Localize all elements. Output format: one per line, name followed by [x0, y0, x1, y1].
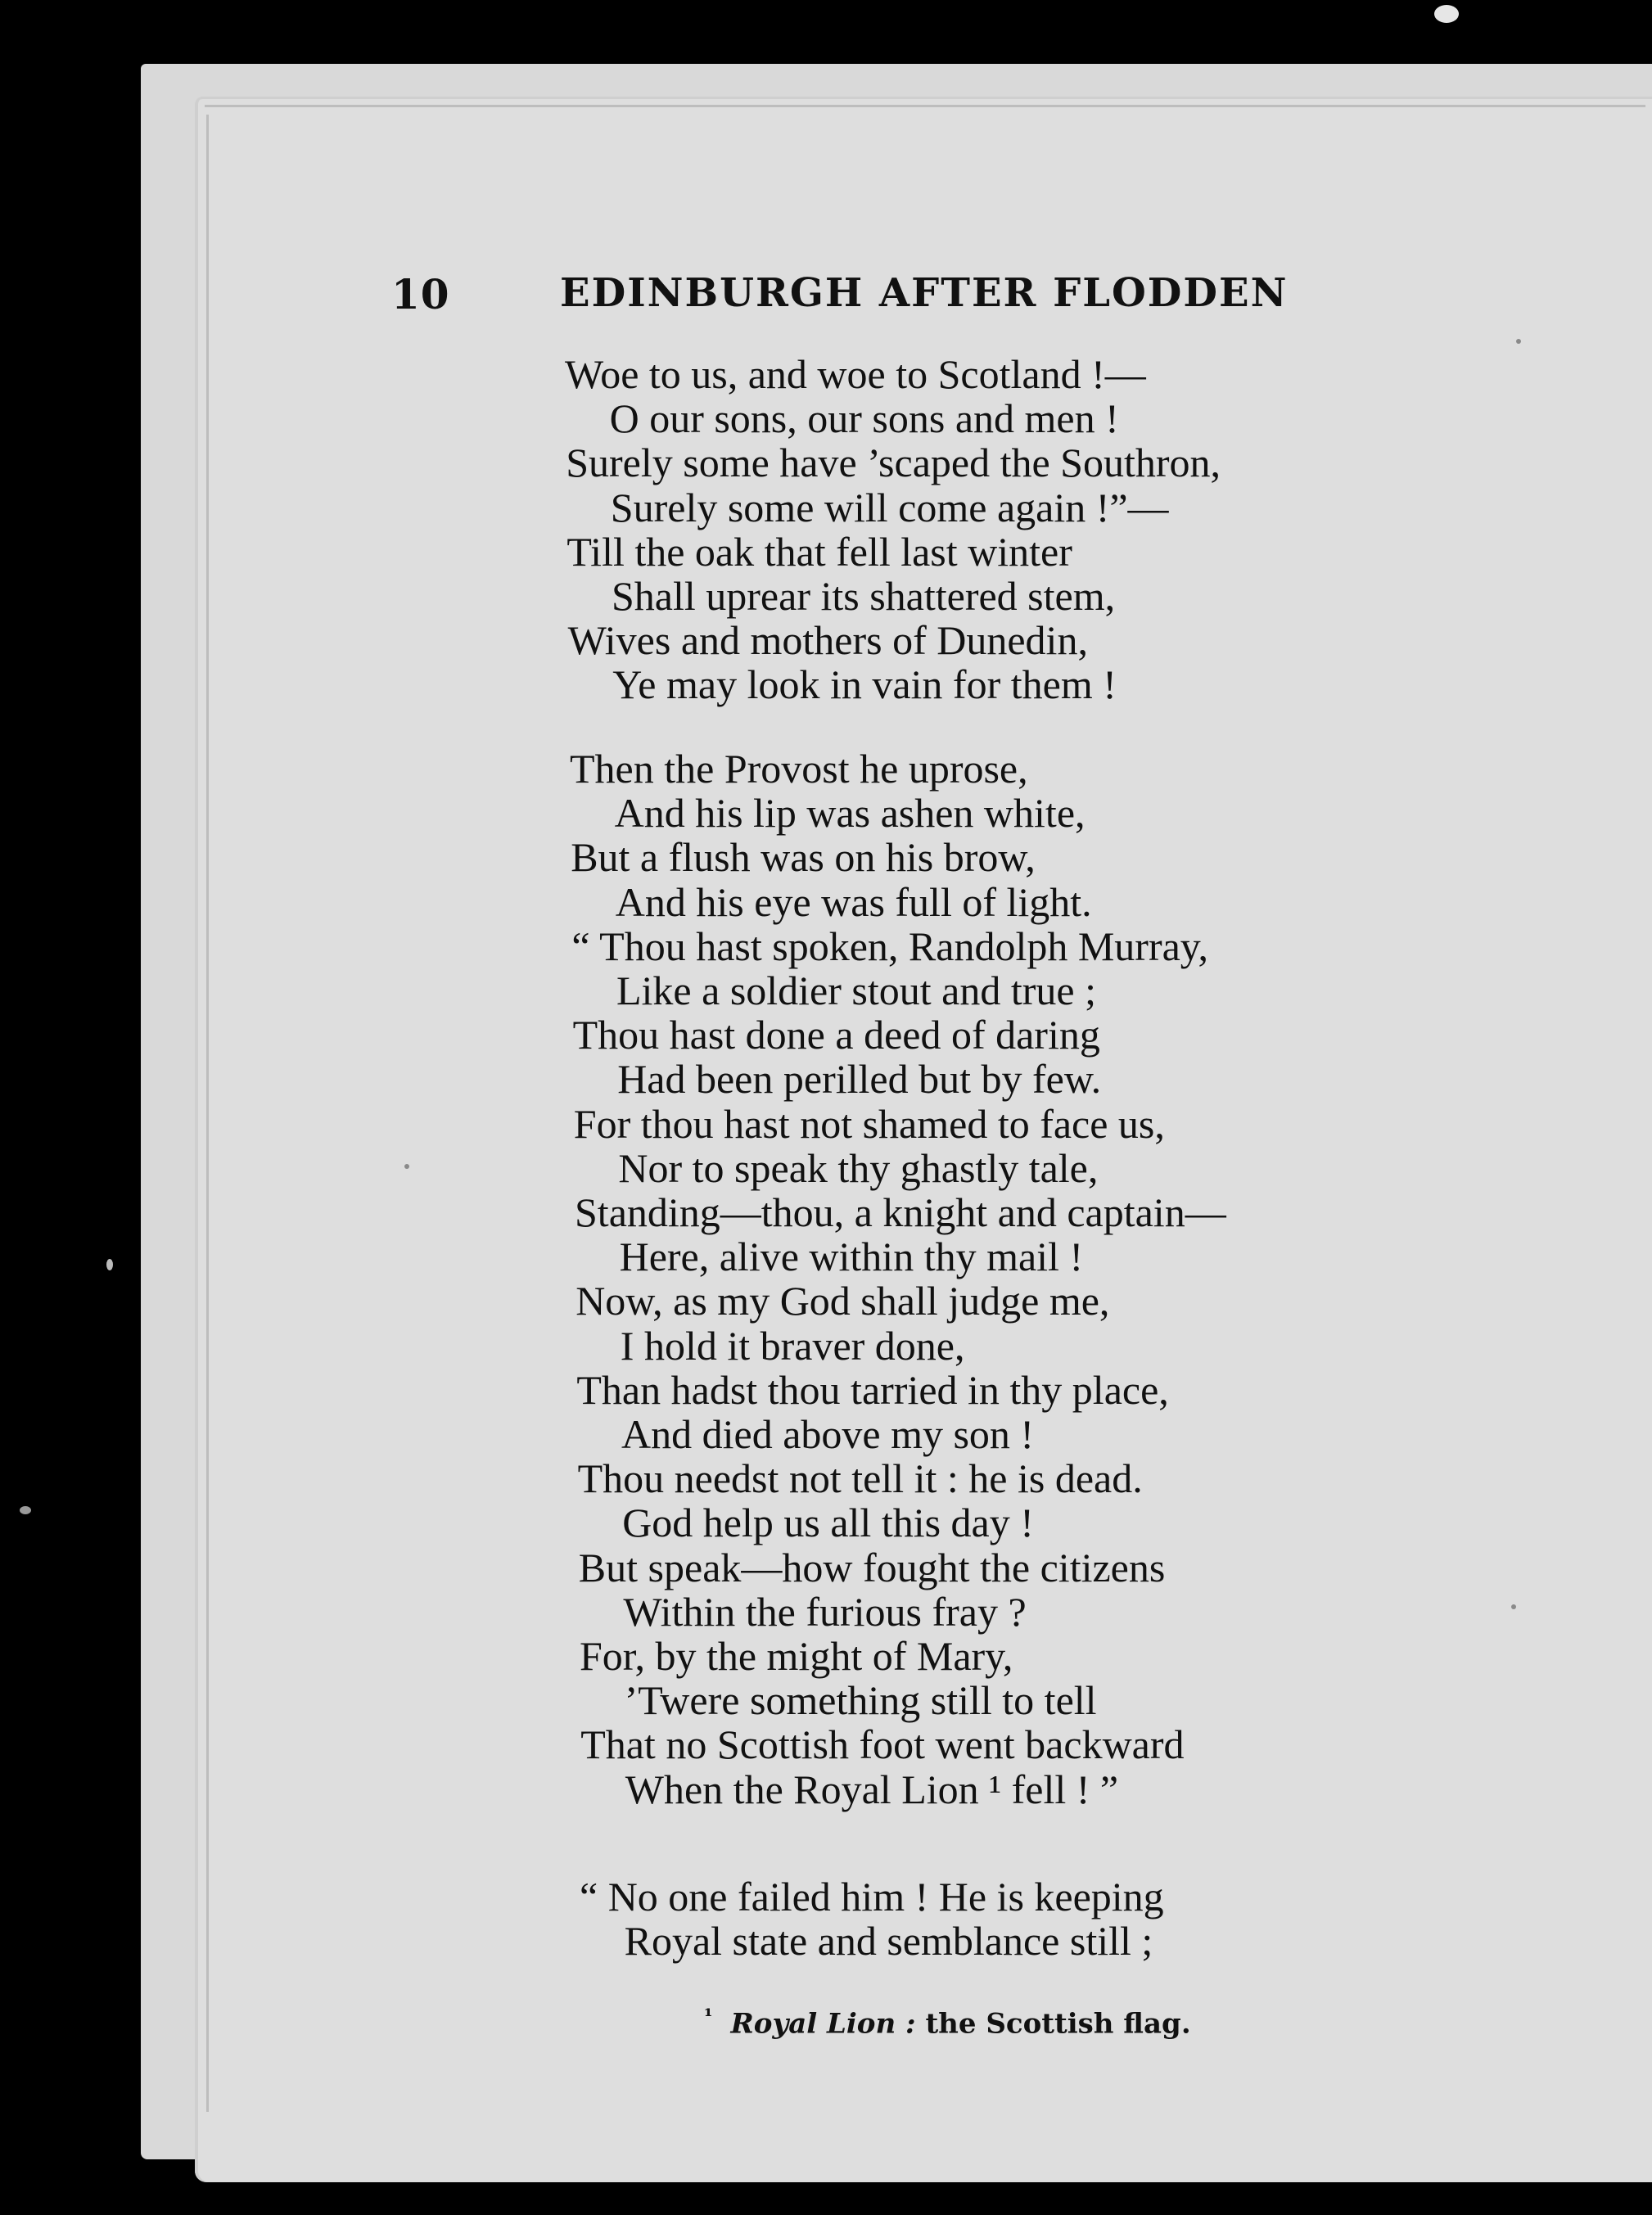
poem-line: Than hadst thou tarried in thy place,: [576, 1366, 1169, 1413]
footnote-text: the Scottish flag.: [925, 2007, 1191, 2041]
poem-line: Thou hast done a deed of daring: [572, 1012, 1100, 1058]
poem-line: Here, alive within thy mail !: [619, 1234, 1084, 1280]
poem-line: For, by the might of Mary,: [580, 1633, 1013, 1679]
poem-line: Till the oak that fell last winter: [566, 528, 1072, 575]
poem-line: Nor to speak thy ghastly tale,: [618, 1144, 1099, 1191]
poem-line: Thou needst not tell it : he is dead.: [577, 1455, 1143, 1502]
running-head: EDINBURGH AFTER FLODDEN: [560, 270, 1289, 316]
poem-line: Within the furious fray ?: [623, 1588, 1027, 1635]
footnote-term: Royal Lion :: [730, 2007, 916, 2041]
footnote-marker: ¹: [704, 2004, 713, 2028]
page-number: 10: [391, 270, 450, 318]
poem-line: Standing—thou, a knight and captain—: [575, 1189, 1226, 1235]
poem-line: Ye may look in vain for them !: [612, 661, 1117, 708]
poem-line: For thou hast not shamed to face us,: [573, 1100, 1165, 1147]
poem-line: ’Twere something still to tell: [624, 1677, 1097, 1724]
poem-line: Now, as my God shall judge me,: [575, 1278, 1110, 1324]
poem-line: Had been perilled but by few.: [617, 1056, 1102, 1103]
poem-line: And his eye was full of light.: [615, 878, 1092, 925]
poem-line: Then the Provost he uprose,: [570, 746, 1028, 792]
poem-line: Like a soldier stout and true ;: [616, 968, 1096, 1013]
poem-line: But speak—how fought the citizens: [578, 1544, 1166, 1590]
poem-line: God help us all this day !: [622, 1500, 1034, 1546]
poem-line: And his lip was ashen white,: [614, 790, 1086, 837]
poem-line: And died above my son !: [621, 1411, 1035, 1457]
poem-line: Royal state and semblance still ;: [624, 1918, 1153, 1965]
poem-line: That no Scottish foot went backward: [580, 1721, 1185, 1768]
poem-line: I hold it braver done,: [620, 1322, 965, 1369]
poem-line: Surely some will come again !”—: [610, 484, 1169, 530]
poem-line: “ Thou hast spoken, Randolph Murray,: [571, 923, 1209, 969]
poem-line: O our sons, our sons and men !: [609, 395, 1119, 442]
footnote: [704, 2004, 1191, 2040]
poem-line: Shall uprear its shattered stem,: [612, 573, 1116, 619]
poem-line: When the Royal Lion ¹ fell ! ”: [625, 1766, 1119, 1812]
poem-line: Surely some have ’scaped the Southron,: [566, 440, 1221, 486]
poem-line: “ No one failed him ! He is keeping: [580, 1874, 1164, 1920]
poem-line: Woe to us, and woe to Scotland !—: [565, 351, 1146, 397]
poem-line: But a flush was on his brow,: [571, 834, 1036, 881]
poem-line: Wives and mothers of Dunedin,: [567, 617, 1088, 664]
